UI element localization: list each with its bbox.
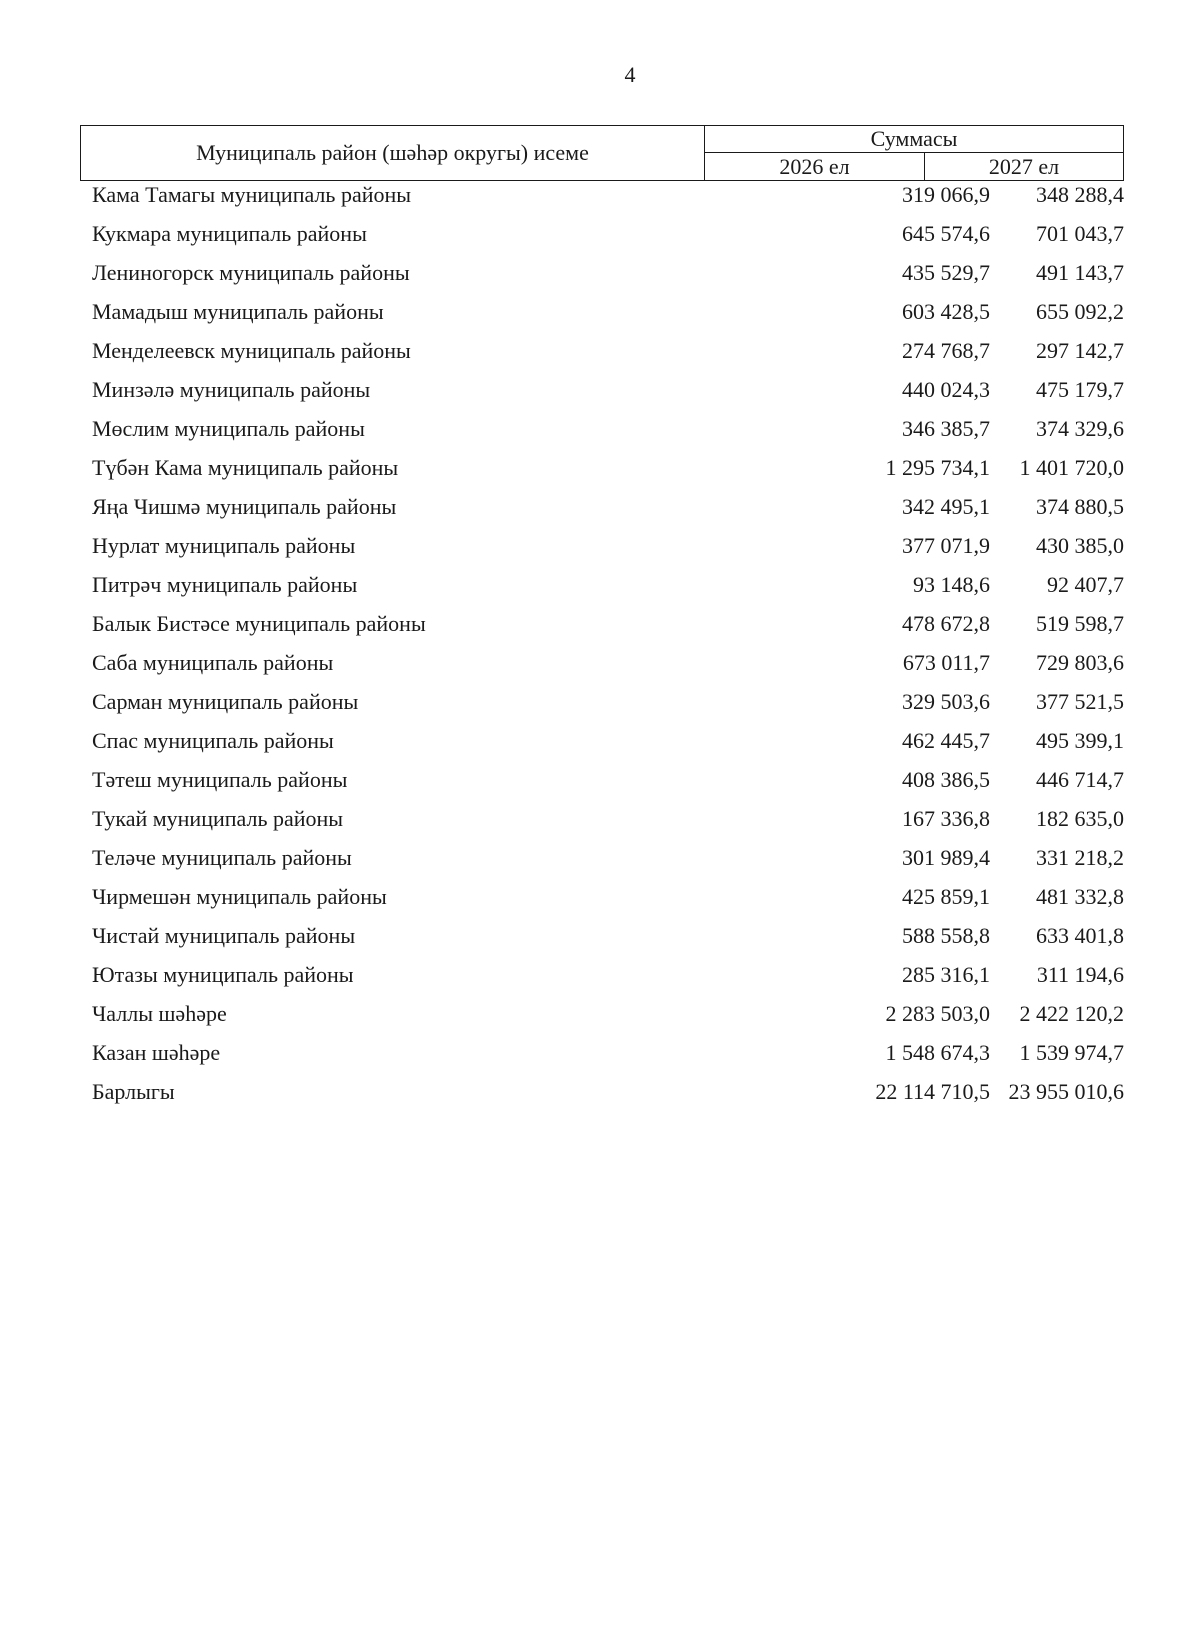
table-row (80, 531, 1124, 570)
row-value-2027: 23 955 010,6 (1008, 1079, 1124, 1104)
row-value-2027: 331 218,2 (1036, 845, 1124, 870)
row-value-2027: 495 399,1 (1036, 728, 1124, 753)
row-value-2027: 374 329,6 (1036, 416, 1124, 441)
table-row (80, 570, 1124, 609)
row-value-2027: 348 288,4 (1036, 182, 1124, 207)
row-value-2027: 446 714,7 (1036, 767, 1124, 792)
row-value-2026: 93 148,6 (913, 572, 990, 597)
row-name: Сарман муниципаль районы (92, 689, 359, 714)
row-name: Минзәлә муниципаль районы (92, 377, 371, 402)
table-row (80, 297, 1124, 336)
row-value-2026: 645 574,6 (902, 221, 990, 246)
table-row (80, 453, 1124, 492)
row-name: Нурлат муниципаль районы (92, 533, 356, 558)
row-value-2027: 633 401,8 (1036, 923, 1124, 948)
table-row (80, 843, 1124, 882)
row-value-2026: 377 071,9 (902, 533, 990, 558)
page-number: 4 (624, 62, 636, 87)
table-row (80, 219, 1124, 258)
row-value-2026: 274 768,7 (902, 338, 990, 363)
table-row (80, 804, 1124, 843)
row-value-2026: 462 445,7 (902, 728, 990, 753)
row-value-2026: 588 558,8 (902, 923, 990, 948)
row-value-2027: 182 635,0 (1036, 806, 1124, 831)
row-value-2026: 319 066,9 (902, 182, 990, 207)
row-value-2026: 329 503,6 (902, 689, 990, 714)
table-row (80, 882, 1124, 921)
row-name: Казан шәһәре (92, 1040, 221, 1065)
table-row (80, 609, 1124, 648)
row-value-2026: 440 024,3 (902, 377, 990, 402)
row-name: Саба муниципаль районы (92, 650, 334, 675)
row-name: Менделеевск муниципаль районы (92, 338, 411, 363)
row-name: Түбән Кама муниципаль районы (92, 455, 399, 480)
row-name: Чирмешән муниципаль районы (92, 884, 387, 909)
table-row (80, 180, 1124, 219)
table-row (80, 336, 1124, 375)
table-row (80, 687, 1124, 726)
row-value-2026: 167 336,8 (902, 806, 990, 831)
row-value-2027: 729 803,6 (1036, 650, 1124, 675)
table-row (80, 375, 1124, 414)
row-value-2026: 673 011,7 (902, 650, 990, 675)
row-value-2026: 408 386,5 (902, 767, 990, 792)
row-name: Яңа Чишмә муниципаль районы (92, 494, 397, 519)
row-value-2027: 491 143,7 (1036, 260, 1124, 285)
row-name: Кукмара муниципаль районы (92, 221, 367, 246)
table-row (80, 1077, 1124, 1116)
table-row (80, 765, 1124, 804)
row-value-2026: 603 428,5 (902, 299, 990, 324)
year-2026-header: 2026 ел (705, 153, 925, 180)
row-value-2027: 374 880,5 (1036, 494, 1124, 519)
row-value-2027: 1 401 720,0 (1019, 455, 1124, 480)
row-value-2026: 1 295 734,1 (885, 455, 990, 480)
table-body (80, 180, 1124, 1116)
row-value-2027: 311 194,6 (1036, 962, 1124, 987)
sum-group-header: Суммасы (705, 126, 1123, 153)
row-value-2027: 1 539 974,7 (1019, 1040, 1124, 1065)
table-row (80, 921, 1124, 960)
row-value-2026: 478 672,8 (902, 611, 990, 636)
row-value-2027: 430 385,0 (1036, 533, 1124, 558)
row-name: Мөслим муниципаль районы (92, 416, 365, 441)
row-value-2026: 425 859,1 (902, 884, 990, 909)
row-name: Питрәч муниципаль районы (92, 572, 358, 597)
name-column-header: Муниципаль район (шәһәр округы) исеме (81, 126, 705, 180)
row-value-2027: 297 142,7 (1036, 338, 1124, 363)
row-name: Чаллы шәһәре (92, 1001, 227, 1026)
row-value-2027: 475 179,7 (1036, 377, 1124, 402)
row-name: Мамадыш муниципаль районы (92, 299, 384, 324)
table-row (80, 492, 1124, 531)
row-name: Спас муниципаль районы (92, 728, 334, 753)
table-row (80, 960, 1124, 999)
row-name: Тәтеш муниципаль районы (92, 767, 348, 792)
row-value-2026: 346 385,7 (902, 416, 990, 441)
row-value-2026: 342 495,1 (902, 494, 990, 519)
table-row (80, 414, 1124, 453)
row-value-2026: 2 283 503,0 (885, 1001, 990, 1026)
row-value-2026: 22 114 710,5 (875, 1079, 990, 1104)
row-value-2026: 301 989,4 (902, 845, 990, 870)
table-row (80, 648, 1124, 687)
row-value-2027: 519 598,7 (1036, 611, 1124, 636)
row-name: Барлыгы (92, 1079, 175, 1104)
row-value-2027: 701 043,7 (1036, 221, 1124, 246)
table-row (80, 1038, 1124, 1077)
row-value-2026: 285 316,1 (902, 962, 990, 987)
row-name: Чистай муниципаль районы (92, 923, 356, 948)
row-value-2027: 481 332,8 (1036, 884, 1124, 909)
row-value-2027: 2 422 120,2 (1019, 1001, 1124, 1026)
table-header (80, 125, 1124, 181)
row-value-2027: 92 407,7 (1047, 572, 1124, 597)
table-row (80, 258, 1124, 297)
table-row (80, 999, 1124, 1038)
row-name: Ютазы муниципаль районы (92, 962, 354, 987)
row-name: Теләче муниципаль районы (92, 845, 352, 870)
row-value-2026: 1 548 674,3 (885, 1040, 990, 1065)
row-name: Тукай муниципаль районы (92, 806, 344, 831)
row-value-2027: 655 092,2 (1036, 299, 1124, 324)
row-name: Балык Бистәсе муниципаль районы (92, 611, 426, 636)
row-name: Кама Тамагы муниципаль районы (92, 182, 412, 207)
table-row (80, 726, 1124, 765)
row-name: Лениногорск муниципаль районы (92, 260, 410, 285)
year-2027-header: 2027 ел (988, 154, 1060, 179)
row-value-2027: 377 521,5 (1036, 689, 1124, 714)
row-value-2026: 435 529,7 (902, 260, 990, 285)
